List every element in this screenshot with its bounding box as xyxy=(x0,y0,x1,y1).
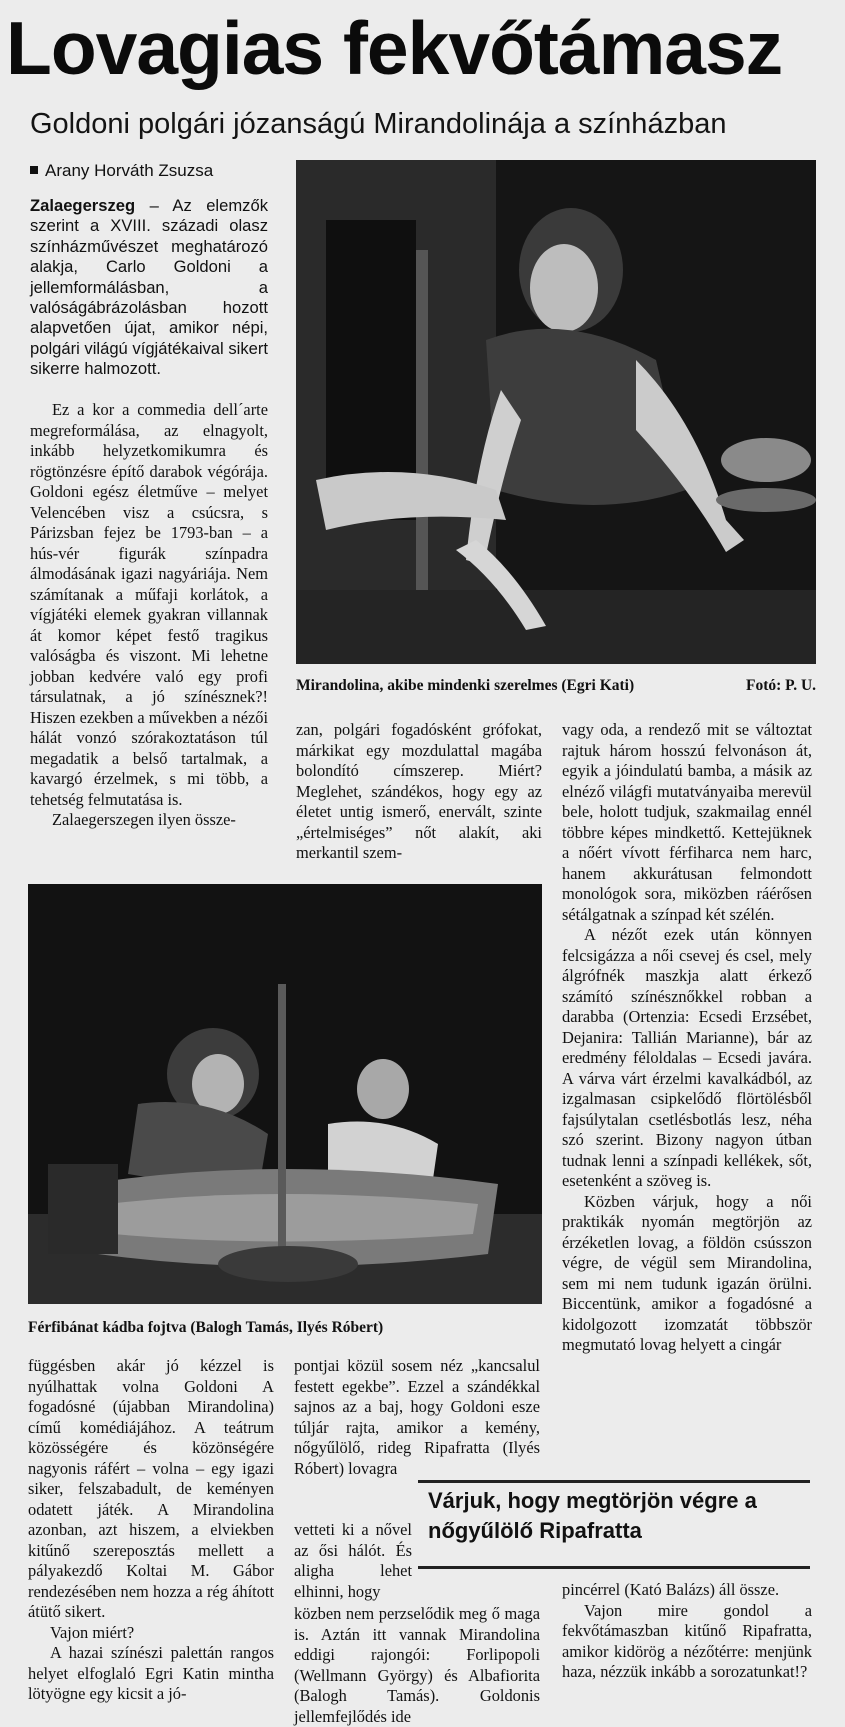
photo-ferfibanat-caption: Férfibánat kádba fojtva (Balogh Tamás, Ilyés Róbert) xyxy=(28,1319,384,1336)
lead-place: Zalaegerszeg xyxy=(30,196,136,215)
column-2-middle xyxy=(296,720,542,864)
paragraph: közben nem perzselődik meg ő maga is. Aztán itt vannak Mirandolina eddigi rajongói: Forlipopoli (Wellmann György) és Albafiorita (Balogh Tamás). Goldonis jellemfejlődés ide xyxy=(294,1604,540,1726)
paragraph: Zalaegerszegen ilyen össze- xyxy=(52,810,236,829)
column-1-upper xyxy=(30,400,268,831)
photo-ferfibanat-image xyxy=(28,884,542,1304)
photo-mirandolina-caption: Mirandolina, akibe mindenki szerelmes (Egri Kati) xyxy=(296,677,635,694)
pull-quote: Várjuk, hogy megtörjön végre a nőgyűlölő Ripafratta xyxy=(428,1488,757,1543)
photo-mirandolina-credit: Fotó: P. U. xyxy=(746,677,817,694)
photo-ferfibanat xyxy=(28,884,542,1304)
pull-quote-bottom-rule xyxy=(418,1566,810,1569)
paragraph: Vajon miért? xyxy=(50,1622,135,1642)
paragraph: vagy oda, a rendező mit se változtat rajtuk három hosszú felvonáson át, egyik a jóindulatú bamba, a másik az elnéző világfi mutatványaiba merevül bele, holott tudjuk, szakmailag ennél többre képes mindkettő. Kettejüknek a nőért vívott férfiharca nem harc, hanem akkurátusan felmondott monológok sora, miközben ráérősen sétálgatnak a színpad két szélén. xyxy=(562,720,812,924)
lead-text: – Az elemzők szerint a XVIII. századi olasz színházművészet meghatározó alakja, Carlo Goldoni a jellemformálásban, a valóságábrázolásban hozott alapvetően újat, amikor népi, polgári világú vígjátékaival sikert sikerre halmozott. xyxy=(30,196,268,379)
column-1-lower xyxy=(28,1356,274,1705)
byline xyxy=(30,160,213,182)
column-2-lower-a xyxy=(294,1356,540,1479)
headline: Lovagias fekvőtámasz xyxy=(6,6,783,90)
paragraph: pontjai közül sosem néz „kancsalul festett egekbe”. Ezzel a szándékkal sajnos az a baj, hogy Goldoni esze túljár rajta, amikor a kemény, nőgyűlölő, rideg Ripafratta (Ilyés Róbert) lovagra xyxy=(294,1356,540,1478)
column-2-lower-b xyxy=(294,1604,540,1727)
pull-quote-top-rule xyxy=(418,1480,810,1483)
column-2-lower-narrow xyxy=(294,1520,412,1602)
paragraph: függésben akár jó kézzel is nyúlhattak volna Goldoni A fogadósné (újabban Mirandolina) című komédiájához. A teátrum közösségére és közönségére nagyonis ráfért – volna – egy igazi siker, felszabadult, de keményen odatett játék. A Mirandolina azonban, azt hiszem, a elviekben kitűnő szereposztás mellett a pályakezdő Koltai M. Gábor rendezésében nem hozza a rég áhított átütő sikert. xyxy=(28,1356,274,1621)
photo-mirandolina-image xyxy=(296,160,816,664)
paragraph: zan, polgári fogadósként grófokat, márkikat egy mozdulattal magába bolondító címszerep. Miért? Meglehet, szándékos, hogy egy az életet untig ismerő, enervált, szinte „értelmiséges” nőt alakít, aki merkantil szem- xyxy=(296,720,542,862)
column-3-lower xyxy=(562,1580,812,1683)
lead-paragraph xyxy=(30,196,268,386)
photo-mirandolina xyxy=(296,160,816,664)
paragraph: pincérrel (Kató Balázs) áll össze. xyxy=(562,1580,780,1599)
paragraph: Közben várjuk, hogy a női praktikák nyomán megtörjön az érzéketlen lovag, a földön csússzon végre, de végül sem Mirandolina, sem mi nem tudunk igazán örülni. Biccentünk, amikor a fogadósné a kidolgozott izomzatát többször megmutató lovag helyett a cingár xyxy=(562,1191,812,1354)
paragraph: Vajon mire gondol a fekvőtámaszban kitűnő Ripafratta, amikor kidörög a nézőtérre: menjünk haza, nézzük inkább a sorozatunkat!? xyxy=(562,1600,812,1681)
column-3-upper xyxy=(562,720,812,1356)
paragraph: A nézőt ezek után könnyen felcsigázza a női csevej és csel, mely álgrófnék maszkja alatt érkező számító színésznőkkel robban a darabba (Ortenzia: Ecsedi Erzsébet, Dejanira: Tallián Marianne), bár az eredmény féloldalas – Ecsedi javára. A várva várt érzelmi kavalkádból, az izgalmasan csipkelődő flörtölésből fajsúlytalan csetlésbotlás lesz, néha szó szerint. Bizony nagyon útban tudnak lenni a színpadi kellékek, sőt, esetenként a szöveg is. xyxy=(562,925,812,1190)
paragraph: vetteti ki a nővel az ősi hálót. És aligha lehet elhinni, hogy xyxy=(294,1520,412,1601)
paragraph: A hazai színészi palettán rangos helyet elfoglaló Egri Katin mintha lötyögne egy kicsit a jó- xyxy=(28,1643,274,1703)
bullet-square-icon xyxy=(30,166,38,174)
byline-author: Arany Horváth Zsuzsa xyxy=(45,161,214,180)
subheadline: Goldoni polgári józanságú Mirandolinája a színházban xyxy=(30,108,727,140)
paragraph: Ez a kor a commedia dell´arte megreformálása, az elnagyolt, inkább helyzetkomikumra és rögtönzésre építő darabok végórája. Goldoni egész életműve – melyet Velencében visz a csúcsra, s Párizsban fejez be 1793-ban – a hús-vér figurák színpadra álmodásának igazi nagyáriája. Nem számítanak a műfaji korlátok, a vígjátéki elemek gyakran villannak át komor képet festő tragikus valóságba és viszont. Mi lehetne jobban kedvére való egy profi társulatnak, a jó színésznek?! Hiszen ezekben a művekben a nézői hálát vonzó szórakoztatáson túl megadatik a belső tartalmak, a kavargó érzelmek, s mi több, a tehetség felmutatása is. xyxy=(30,400,269,809)
